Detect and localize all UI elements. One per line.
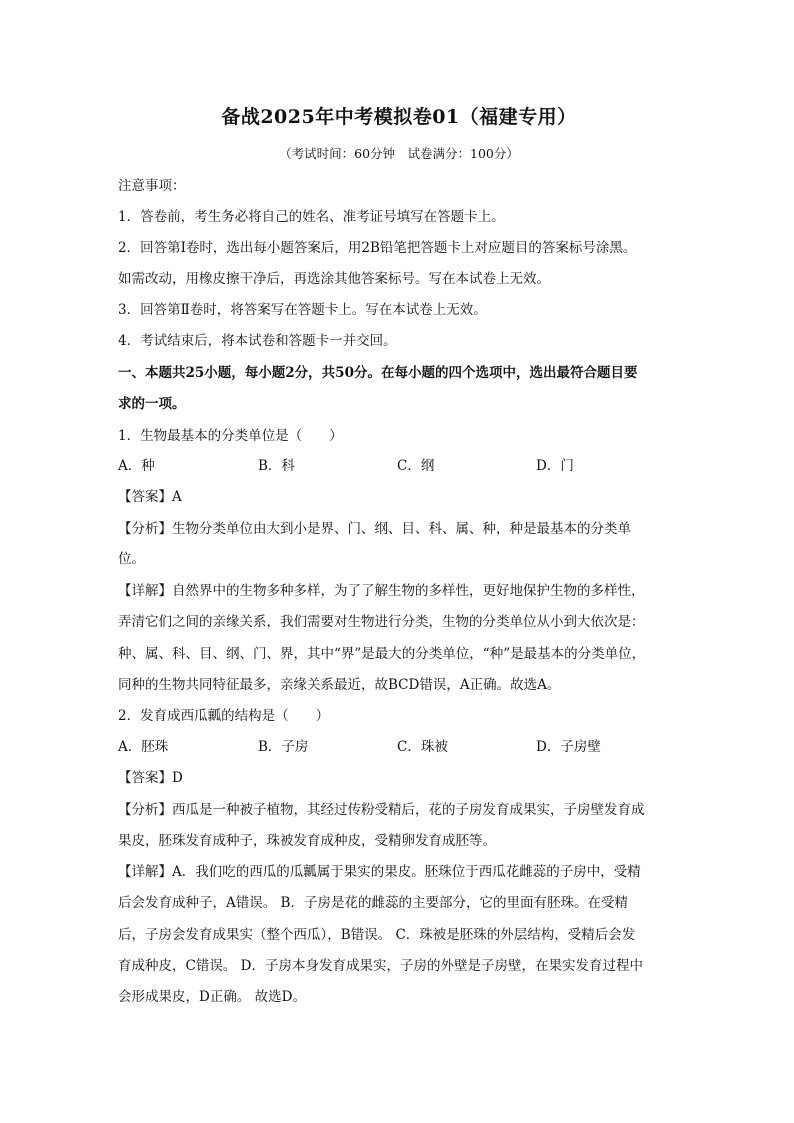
notes-item: 2．回答第Ⅰ卷时，选出每小题答案后，用2B铅笔把答题卡上对应题目的答案标号涂黑。 bbox=[118, 240, 637, 256]
detail-line bbox=[118, 860, 680, 884]
option-a: A．种 bbox=[118, 458, 155, 474]
option-c: C．纲 bbox=[397, 458, 435, 474]
answer-tag: 【答案】 bbox=[118, 770, 172, 786]
question-stem: 2．发育成西瓜瓤的结构是（ ） bbox=[118, 708, 330, 724]
option-d: D．子房壁 bbox=[536, 739, 601, 755]
detail-tag: 【详解】 bbox=[118, 864, 172, 880]
detail-text: A．我们吃的西瓜的瓜瓤属于果实的果皮。胚珠位于西瓜花雌蕊的子房中，受精 bbox=[172, 864, 641, 880]
analysis-line bbox=[118, 517, 680, 541]
detail-text: 后会发育成种子，A错误。 B．子房是花的雌蕊的主要部分，它的里面有胚珠。在受精 bbox=[118, 895, 628, 911]
section-heading: 一、本题共25小题，每小题2分，共50分。在每小题的四个选项中，选出最符合题目要 bbox=[118, 365, 638, 381]
question-options bbox=[118, 454, 680, 478]
option-b: B．子房 bbox=[258, 739, 309, 755]
answer-tag: 【答案】 bbox=[118, 489, 172, 505]
analysis-tag: 【分析】 bbox=[118, 521, 172, 537]
section-heading-cont: 求的一项。 bbox=[118, 396, 186, 412]
detail-text: 后，子房会发育成果实（整个西瓜），B错误。 C．珠被是胚珠的外层结构，受精后会发 bbox=[118, 927, 636, 943]
detail-tag: 【详解】 bbox=[118, 583, 172, 599]
answer-line bbox=[118, 485, 680, 509]
question-stem: 1．生物最基本的分类单位是（ ） bbox=[118, 428, 343, 444]
notes-heading: 注意事项： bbox=[118, 178, 186, 194]
analysis-text: 西瓜是一种被子植物，其经过传粉受精后，花的子房发育成果实，子房壁发育成 bbox=[172, 802, 645, 818]
option-c: C．珠被 bbox=[397, 739, 448, 755]
detail-line bbox=[118, 579, 680, 603]
option-a: A．胚珠 bbox=[118, 739, 169, 755]
detail-text: 自然界中的生物多种多样，为了了解生物的多样性，更好地保护生物的多样性， bbox=[172, 583, 645, 599]
exam-info: （考试时间：60分钟 试卷满分：100分） bbox=[279, 146, 519, 161]
answer-line bbox=[118, 766, 680, 790]
answer-value: D bbox=[172, 770, 183, 786]
detail-text: 育成种皮，C错误。 D．子房本身发育成果实，子房的外壁是子房壁，在果实发育过程中 bbox=[118, 958, 643, 974]
notes-item: 4．考试结束后，将本试卷和答题卡一并交回。 bbox=[118, 333, 397, 349]
notes-item: 1．答卷前，考生务必将自己的姓名、准考证号填写在答题卡上。 bbox=[118, 209, 505, 225]
detail-text: 会形成果皮，D正确。 故选D。 bbox=[118, 989, 306, 1005]
notes-item: 如需改动，用橡皮擦干净后，再选涂其他答案标号。写在本试卷上无效。 bbox=[118, 271, 550, 287]
analysis-tag: 【分析】 bbox=[118, 802, 172, 818]
option-b: B．科 bbox=[258, 458, 295, 474]
analysis-text: 果皮，胚珠发育成种子，珠被发育成种皮，受精卵发育成胚等。 bbox=[118, 833, 496, 849]
notes-item: 3．回答第Ⅱ卷时，将答案写在答题卡上。写在本试卷上无效。 bbox=[118, 302, 487, 318]
question-options bbox=[118, 735, 680, 759]
option-d: D．门 bbox=[536, 458, 574, 474]
analysis-text: 位。 bbox=[118, 551, 145, 567]
page-title: 备战2025年中考模拟卷01（福建专用） bbox=[221, 106, 577, 128]
analysis-line bbox=[118, 798, 680, 822]
detail-text: 同种的生物共同特征最多，亲缘关系最近，故BCD错误，A正确。故选A。 bbox=[118, 677, 561, 693]
answer-value: A bbox=[172, 489, 182, 505]
detail-text: 弄清它们之间的亲缘关系，我们需要对生物进行分类，生物的分类单位从小到大依次是： bbox=[118, 614, 645, 630]
detail-text: 种、属、科、目、纲、门、界，其中“界”是最大的分类单位，“种”是最基本的分类单位， bbox=[118, 646, 646, 662]
analysis-text: 生物分类单位由大到小是界、门、纲、目、科、属、种，种是最基本的分类单 bbox=[172, 521, 631, 537]
